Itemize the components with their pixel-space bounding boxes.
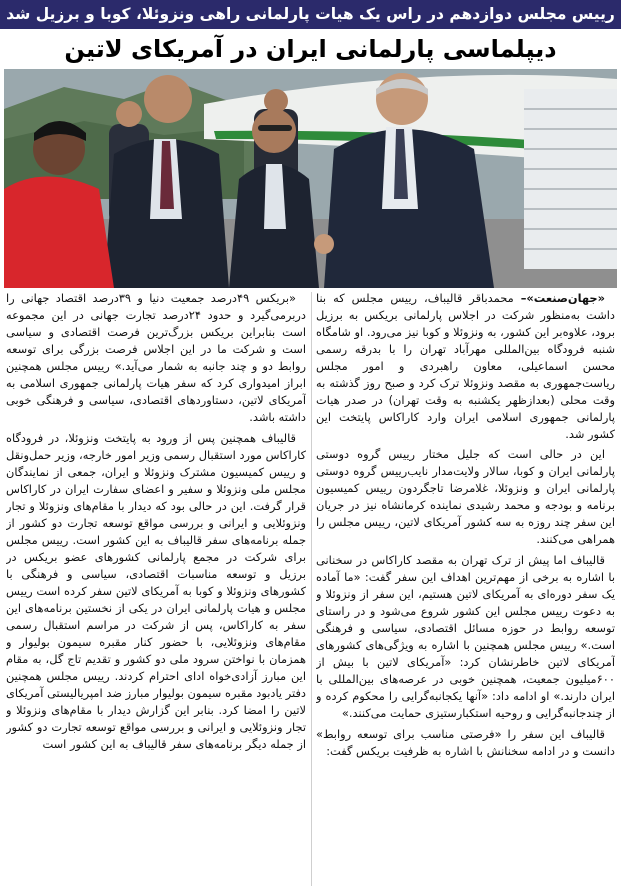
article-column-left <box>6 290 306 888</box>
paragraph: قالیباف این سفر را «فرصتی مناسب برای توسعه روابط» دانست و در ادامه سخنانش با اشاره به ظرفیت بریکس گفت: <box>316 727 615 758</box>
kicker-banner: رییس مجلس دوازدهم در راس یک هیات پارلمانی راهی ونزوئلا، کوبا و برزیل شد <box>0 0 621 29</box>
article-column-right <box>316 290 615 888</box>
paragraph: قالیباف اما پیش از ترک تهران به مقصد کاراکاس در سخنانی با اشاره به برخی از مهم‌ترین اهداف این سفر گفت: «ما آماده یک سفر دوره‌ای به آمریکای لاتین هستیم، این سفر از ونزوئلا و به دعوت رییس مجلس این کشور شروع می‌شود و در راستای توسعه روابط در حوزه مسائل اقتصادی، سیاسی و فرهنگی است.» رییس مجلس همچنین با اشاره به ویژگی‌های کشورهای آمریکای لاتین خاطرنشان کرد: «آمریکای لاتین با بیش از ۶۰۰میلیون جمعیت، همچنین خوبی در عرصه‌های بین‌المللی با ایران دارند.» او ادامه داد: «آنها یکجانبه‌گرایی را محکوم کرده و از چندجانبه‌گرایی و روحیه استکبارستیزی حمایت می‌کنند.» <box>316 553 615 720</box>
paragraph: این در حالی است که جلیل مختار رییس گروه دوستی پارلمانی ایران و کوبا، سالار ولایت‌مدار نایب‌رییس گروه دوستی پارلمانی ایران و ونزوئلا، غلامرضا تاجگردون رییس کمیسیون برنامه و بودجه و محمد رشیدی نماینده کرمانشاه نیز در جریان این سفر چند روزه به سه کشور آمریکای لاتین، رییس مجلس را همراهی می‌کنند. <box>316 447 615 546</box>
column-divider <box>311 292 312 886</box>
paragraph-text: محمدباقر قالیباف، رییس مجلس که بنا داشت به‌منظور شرکت در اجلاس پارلمانی بریکس به برزیل برود، علاوه‌بر این کشور، به ونزوئلا و کوبا نیز می‌رود. او شامگاه شنبه فرودگاه بین‌المللی مهرآباد تهران را با بدرقه رسمی محسن اسماعیلی، معاون راهبردی و امور مجلس ریاست‌جمهوری به مقصد ونزوئلا ترک کرد و صبح روز گذشته به وقت محلی (بعدازظهر یکشنبه به وقت تهران) در صدر هیات پارلمانی جمهوری اسلامی ایران وارد کاراکاس پایتخت این کشور شد. <box>316 291 615 441</box>
airport-greeting-illustration <box>4 69 617 288</box>
headline: دیپلماسی پارلمانی ایران در آمریکای لاتین <box>0 29 621 69</box>
source-lead: «جهان‌صنعت»– <box>520 291 606 305</box>
article-photo <box>4 69 617 288</box>
paragraph: «بریکس ۴۹درصد جمعیت دنیا و ۳۹درصد اقتصاد جهانی را دربرمی‌گیرد و حدود ۲۴درصد تجارت جهانی در این مجموعه است بنابراین بریکس بزرگ‌ترین فرصت اقتصادی و سیاسی است و شرکت ما در این اجلاس فرصت بزرگی برای توسعه روابط دو و چند جانبه به شمار می‌آید.» رییس مجلس همچنین ابراز امیدواری کرد که سفر هیات پارلمانی جمهوری اسلامی به آمریکای لاتین، دستاوردهای اقتصادی، سیاسی و فرهنگی خوبی داشته باشد. <box>6 291 306 424</box>
paragraph <box>316 290 615 443</box>
paragraph: قالیباف همچنین پس از ورود به پایتخت ونزوئلا، در فرودگاه کاراکاس مورد استقبال رسمی وزیر امور خارجه، وزیر حمل‌ونقل و رییس کمیسیون مشترک ونزوئلا و ایران، جمعی از نمایندگان مجلس ملی ونزوئلا و سفیر و اعضای سفارت ایران در کاراکاس قرار گرفت. این در حالی بود که دیدار با مقام‌های ونزوئلا و تجار ونزوئلایی و ایرانی و بررسی مواقع توسعه تجارت دو کشور از جمله برنامه‌های سفر قالیباف به این کشور است. رییس مجلس برای شرکت در مجمع پارلمانی کشورهای عضو بریکس در برزیل و توسعه مناسبات اقتصادی، سیاسی و فرهنگی با کشورهای ونزوئلا و کوبا به آمریکای لاتین سفر کرده است رییس مجلس و هیات پارلمانی ایران در یکی از نخستین برنامه‌های این سفر به کاراکاس، پس از شرکت در مراسم استقبال رسمی مقام‌های ونزوئلایی، با حضور کنار مقبره سیمون بولیوار و همزمان با نواختن سرود ملی دو کشور و تقدیم تاج گل، به مقام این مبارز آزادی‌خواه ادای احترام کردند. رییس مجلس همچنین دفتر یادبود مقبره سیمون بولیوار مبارز ضد امپریالیستی آمریکای لاتین را امضا کرد. بنابر این گزارش دیدار با مقام‌های ونزوئلا و تجار ونزوئلایی و ایرانی و بررسی مواقع توسعه تجارت دو کشور از جمله دیگر برنامه‌های سفر قالیباف به این کشور است <box>6 431 306 751</box>
